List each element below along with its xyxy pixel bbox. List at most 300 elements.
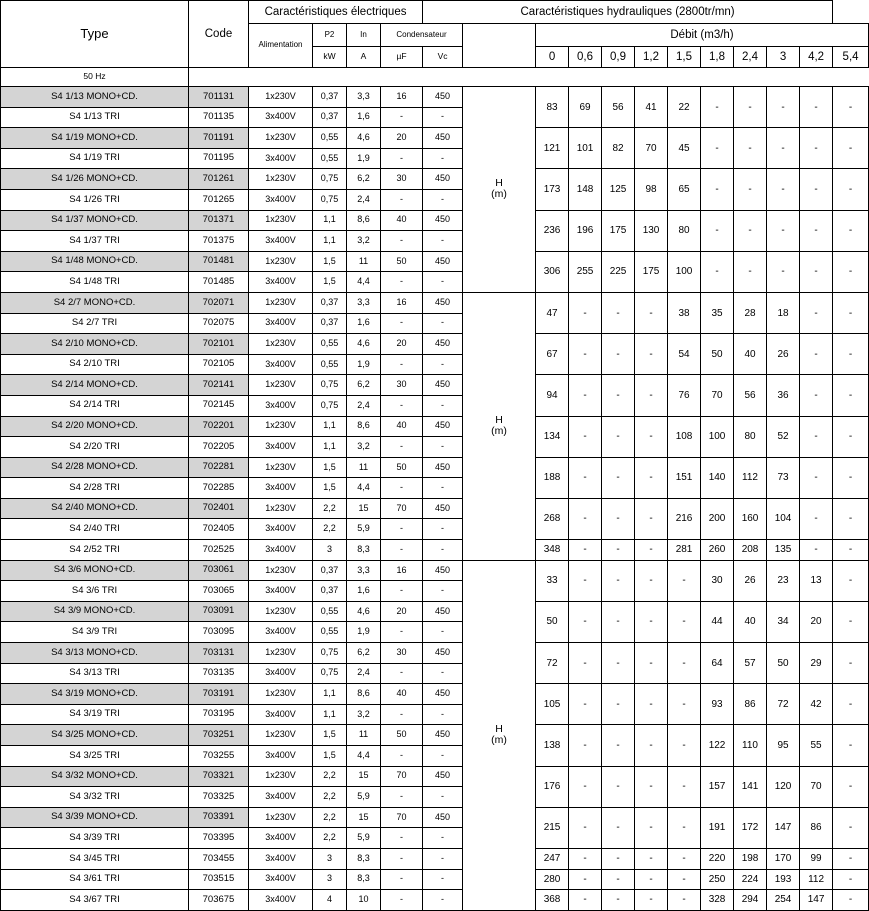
cell-p2: 0,75 — [313, 189, 347, 210]
cell-vc: - — [423, 437, 463, 458]
cell-uf: - — [381, 890, 423, 911]
cell-in: 15 — [347, 766, 381, 787]
cell-head-0: 215 — [536, 807, 569, 848]
cell-p2: 0,37 — [313, 107, 347, 128]
cell-in: 2,4 — [347, 189, 381, 210]
cell-type: S4 2/10 TRI — [1, 354, 189, 375]
cell-alimentation: 1x230V — [249, 87, 313, 108]
cell-code: 702401 — [189, 498, 249, 519]
cell-uf: - — [381, 540, 423, 561]
cell-head-4: - — [668, 848, 701, 869]
table-row — [1, 540, 869, 561]
cell-head-7: 73 — [767, 457, 800, 498]
cell-vc: - — [423, 746, 463, 767]
cell-in: 1,6 — [347, 107, 381, 128]
cell-head-8: 99 — [800, 848, 833, 869]
cell-code: 703325 — [189, 787, 249, 808]
cell-code: 702145 — [189, 395, 249, 416]
cell-alimentation: 3x400V — [249, 313, 313, 334]
cell-code: 703515 — [189, 869, 249, 890]
header-unit-kw: kW — [313, 47, 347, 68]
cell-code: 703395 — [189, 828, 249, 849]
cell-head-9: - — [833, 540, 869, 561]
cell-vc: - — [423, 519, 463, 540]
cell-head-4: 100 — [668, 251, 701, 292]
cell-vc: 450 — [423, 684, 463, 705]
cell-vc: - — [423, 313, 463, 334]
cell-head-3: - — [635, 869, 668, 890]
cell-p2: 1,1 — [313, 437, 347, 458]
cell-head-4: 108 — [668, 416, 701, 457]
cell-type: S4 3/6 TRI — [1, 581, 189, 602]
cell-head-3: - — [635, 684, 668, 725]
cell-type: S4 2/7 MONO+CD. — [1, 292, 189, 313]
cell-alimentation: 3x400V — [249, 437, 313, 458]
cell-head-1: - — [569, 869, 602, 890]
cell-alimentation: 3x400V — [249, 354, 313, 375]
cell-head-6: 28 — [734, 292, 767, 333]
table-row — [1, 766, 869, 787]
cell-head-1: 101 — [569, 128, 602, 169]
cell-p2: 3 — [313, 848, 347, 869]
cell-p2: 0,37 — [313, 560, 347, 581]
cell-in: 3,2 — [347, 437, 381, 458]
cell-head-6: - — [734, 128, 767, 169]
cell-p2: 0,55 — [313, 148, 347, 169]
cell-head-4: 38 — [668, 292, 701, 333]
cell-head-2: - — [602, 601, 635, 642]
cell-head-7: 50 — [767, 643, 800, 684]
cell-alimentation: 1x230V — [249, 334, 313, 355]
cell-uf: 50 — [381, 457, 423, 478]
cell-head-7: - — [767, 128, 800, 169]
cell-alimentation: 1x230V — [249, 292, 313, 313]
cell-head-8: 55 — [800, 725, 833, 766]
cell-head-0: 247 — [536, 848, 569, 869]
cell-vc: 450 — [423, 457, 463, 478]
cell-head-6: 224 — [734, 869, 767, 890]
table-row — [1, 416, 869, 437]
cell-p2: 0,37 — [313, 87, 347, 108]
cell-alimentation: 1x230V — [249, 169, 313, 190]
cell-alimentation: 1x230V — [249, 375, 313, 396]
cell-head-0: 67 — [536, 334, 569, 375]
cell-vc: 450 — [423, 498, 463, 519]
cell-type: S4 3/13 MONO+CD. — [1, 643, 189, 664]
cell-head-9: - — [833, 375, 869, 416]
cell-code: 703095 — [189, 622, 249, 643]
cell-vc: 450 — [423, 210, 463, 231]
cell-alimentation: 1x230V — [249, 251, 313, 272]
cell-type: S4 1/26 TRI — [1, 189, 189, 210]
cell-head-6: 172 — [734, 807, 767, 848]
cell-in: 15 — [347, 807, 381, 828]
cell-head-4: - — [668, 601, 701, 642]
cell-p2: 0,37 — [313, 292, 347, 313]
cell-head-3: - — [635, 560, 668, 601]
cell-head-8: - — [800, 540, 833, 561]
table-row — [1, 251, 869, 272]
cell-code: 702525 — [189, 540, 249, 561]
cell-code: 702285 — [189, 478, 249, 499]
cell-in: 2,4 — [347, 663, 381, 684]
cell-uf: 20 — [381, 128, 423, 149]
cell-alimentation: 3x400V — [249, 189, 313, 210]
cell-head-9: - — [833, 128, 869, 169]
cell-head-4: 281 — [668, 540, 701, 561]
cell-head-9: - — [833, 725, 869, 766]
cell-code: 701481 — [189, 251, 249, 272]
cell-head-8: 29 — [800, 643, 833, 684]
cell-in: 5,9 — [347, 519, 381, 540]
table-row — [1, 848, 869, 869]
cell-uf: - — [381, 519, 423, 540]
cell-head-7: 36 — [767, 375, 800, 416]
cell-uf: 16 — [381, 292, 423, 313]
cell-type: S4 3/39 MONO+CD. — [1, 807, 189, 828]
cell-head-9: - — [833, 766, 869, 807]
cell-head-7: 120 — [767, 766, 800, 807]
cell-p2: 0,55 — [313, 622, 347, 643]
cell-p2: 2,2 — [313, 766, 347, 787]
cell-in: 8,6 — [347, 210, 381, 231]
cell-head-8: - — [800, 292, 833, 333]
cell-code: 703191 — [189, 684, 249, 705]
cell-head-5: 100 — [701, 416, 734, 457]
cell-type: S4 2/28 MONO+CD. — [1, 457, 189, 478]
cell-in: 10 — [347, 890, 381, 911]
cell-code: 702141 — [189, 375, 249, 396]
cell-vc: - — [423, 107, 463, 128]
cell-head-4: 76 — [668, 375, 701, 416]
cell-uf: - — [381, 148, 423, 169]
cell-type: S4 1/19 MONO+CD. — [1, 128, 189, 149]
cell-head-4: 54 — [668, 334, 701, 375]
cell-head-5: - — [701, 128, 734, 169]
cell-head-5: 220 — [701, 848, 734, 869]
cell-head-1: - — [569, 766, 602, 807]
cell-in: 4,4 — [347, 272, 381, 293]
cell-p2: 1,5 — [313, 457, 347, 478]
cell-p2: 2,2 — [313, 807, 347, 828]
cell-p2: 1,1 — [313, 231, 347, 252]
cell-head-5: 50 — [701, 334, 734, 375]
cell-uf: - — [381, 869, 423, 890]
cell-uf: 30 — [381, 643, 423, 664]
cell-type: S4 2/14 MONO+CD. — [1, 375, 189, 396]
cell-head-9: - — [833, 601, 869, 642]
cell-head-5: 35 — [701, 292, 734, 333]
cell-head-6: 208 — [734, 540, 767, 561]
cell-uf: - — [381, 746, 423, 767]
cell-head-5: 122 — [701, 725, 734, 766]
header-condensateur: Condensateur — [381, 24, 463, 47]
cell-head-6: - — [734, 210, 767, 251]
cell-head-5: 260 — [701, 540, 734, 561]
cell-head-7: 23 — [767, 560, 800, 601]
cell-head-0: 105 — [536, 684, 569, 725]
cell-type: S4 1/37 TRI — [1, 231, 189, 252]
header-in: In — [347, 24, 381, 47]
cell-alimentation: 3x400V — [249, 890, 313, 911]
header-unit-vc: Vc — [423, 47, 463, 68]
cell-head-0: 348 — [536, 540, 569, 561]
header-flow-8: 4,2 — [800, 47, 833, 68]
cell-alimentation: 1x230V — [249, 560, 313, 581]
cell-type: S4 2/20 TRI — [1, 437, 189, 458]
cell-head-1: - — [569, 560, 602, 601]
cell-alimentation: 3x400V — [249, 581, 313, 602]
cell-uf: - — [381, 313, 423, 334]
cell-vc: - — [423, 704, 463, 725]
cell-head-8: 20 — [800, 601, 833, 642]
cell-head-5: 70 — [701, 375, 734, 416]
cell-head-9: - — [833, 169, 869, 210]
cell-code: 701485 — [189, 272, 249, 293]
cell-head-1: - — [569, 890, 602, 911]
cell-uf: 40 — [381, 684, 423, 705]
cell-type: S4 1/26 MONO+CD. — [1, 169, 189, 190]
cell-type: S4 2/28 TRI — [1, 478, 189, 499]
cell-type: S4 1/48 TRI — [1, 272, 189, 293]
cell-head-7: - — [767, 210, 800, 251]
cell-alimentation: 3x400V — [249, 869, 313, 890]
cell-code: 703061 — [189, 560, 249, 581]
cell-head-0: 280 — [536, 869, 569, 890]
cell-vc: 450 — [423, 725, 463, 746]
cell-in: 5,9 — [347, 828, 381, 849]
table-row — [1, 334, 869, 355]
cell-head-5: 191 — [701, 807, 734, 848]
cell-head-7: 34 — [767, 601, 800, 642]
cell-head-2: 82 — [602, 128, 635, 169]
cell-alimentation: 3x400V — [249, 704, 313, 725]
cell-vc: 450 — [423, 807, 463, 828]
cell-vc: 450 — [423, 643, 463, 664]
cell-head-0: 33 — [536, 560, 569, 601]
cell-type: S4 2/40 TRI — [1, 519, 189, 540]
cell-code: 702105 — [189, 354, 249, 375]
cell-vc: - — [423, 189, 463, 210]
cell-in: 3,2 — [347, 704, 381, 725]
cell-vc: 450 — [423, 292, 463, 313]
cell-head-0: 72 — [536, 643, 569, 684]
cell-head-0: 188 — [536, 457, 569, 498]
cell-head-7: 104 — [767, 498, 800, 539]
cell-p2: 3 — [313, 869, 347, 890]
cell-head-8: 112 — [800, 869, 833, 890]
cell-head-6: 26 — [734, 560, 767, 601]
cell-code: 703675 — [189, 890, 249, 911]
cell-head-1: 148 — [569, 169, 602, 210]
cell-in: 11 — [347, 457, 381, 478]
cell-code: 703321 — [189, 766, 249, 787]
cell-code: 701195 — [189, 148, 249, 169]
cell-vc: - — [423, 354, 463, 375]
header-flow-7: 3 — [767, 47, 800, 68]
cell-in: 4,6 — [347, 334, 381, 355]
table-row — [1, 169, 869, 190]
cell-head-6: - — [734, 87, 767, 128]
cell-alimentation: 3x400V — [249, 519, 313, 540]
cell-alimentation: 3x400V — [249, 622, 313, 643]
cell-uf: - — [381, 189, 423, 210]
cell-code: 701371 — [189, 210, 249, 231]
cell-head-8: - — [800, 251, 833, 292]
cell-head-9: - — [833, 869, 869, 890]
cell-p2: 1,5 — [313, 725, 347, 746]
cell-head-0: 173 — [536, 169, 569, 210]
cell-head-4: - — [668, 560, 701, 601]
cell-head-5: 328 — [701, 890, 734, 911]
cell-uf: - — [381, 437, 423, 458]
cell-head-8: - — [800, 416, 833, 457]
cell-p2: 0,75 — [313, 395, 347, 416]
cell-head-6: 40 — [734, 601, 767, 642]
cell-head-6: 56 — [734, 375, 767, 416]
cell-in: 3,3 — [347, 87, 381, 108]
cell-in: 8,3 — [347, 848, 381, 869]
cell-head-8: - — [800, 498, 833, 539]
cell-head-0: 138 — [536, 725, 569, 766]
header-type: Type — [1, 1, 189, 68]
cell-in: 6,2 — [347, 169, 381, 190]
cell-in: 1,9 — [347, 148, 381, 169]
cell-head-3: - — [635, 890, 668, 911]
cell-head-8: - — [800, 210, 833, 251]
cell-type: S4 3/9 MONO+CD. — [1, 601, 189, 622]
cell-head-4: - — [668, 725, 701, 766]
cell-head-5: 44 — [701, 601, 734, 642]
cell-head-7: 254 — [767, 890, 800, 911]
cell-head-0: 121 — [536, 128, 569, 169]
cell-type: S4 3/32 MONO+CD. — [1, 766, 189, 787]
cell-head-6: 80 — [734, 416, 767, 457]
cell-head-6: 160 — [734, 498, 767, 539]
cell-head-6: - — [734, 251, 767, 292]
cell-head-3: 70 — [635, 128, 668, 169]
cell-head-2: - — [602, 766, 635, 807]
cell-uf: - — [381, 828, 423, 849]
cell-head-9: - — [833, 251, 869, 292]
cell-head-1: - — [569, 725, 602, 766]
cell-vc: - — [423, 848, 463, 869]
h-unit-label: H (m) — [463, 292, 536, 560]
cell-head-6: 110 — [734, 725, 767, 766]
cell-head-4: 22 — [668, 87, 701, 128]
header-p2: P2 — [313, 24, 347, 47]
cell-head-0: 368 — [536, 890, 569, 911]
table-row — [1, 498, 869, 519]
cell-alimentation: 3x400V — [249, 107, 313, 128]
cell-head-2: - — [602, 375, 635, 416]
cell-p2: 2,2 — [313, 519, 347, 540]
cell-vc: - — [423, 622, 463, 643]
cell-head-0: 94 — [536, 375, 569, 416]
cell-head-2: - — [602, 643, 635, 684]
header-h-spacer — [463, 24, 536, 68]
cell-head-3: 98 — [635, 169, 668, 210]
cell-head-8: - — [800, 87, 833, 128]
table-row — [1, 210, 869, 231]
cell-p2: 2,2 — [313, 828, 347, 849]
cell-vc: 450 — [423, 169, 463, 190]
cell-vc: - — [423, 787, 463, 808]
cell-p2: 1,5 — [313, 746, 347, 767]
header-flow-3: 1,2 — [635, 47, 668, 68]
cell-head-9: - — [833, 643, 869, 684]
cell-head-9: - — [833, 334, 869, 375]
cell-vc: 450 — [423, 251, 463, 272]
cell-head-7: 135 — [767, 540, 800, 561]
cell-type: S4 3/13 TRI — [1, 663, 189, 684]
cell-alimentation: 1x230V — [249, 457, 313, 478]
cell-head-1: - — [569, 375, 602, 416]
cell-head-2: - — [602, 498, 635, 539]
cell-uf: 20 — [381, 601, 423, 622]
cell-vc: - — [423, 828, 463, 849]
cell-alimentation: 1x230V — [249, 601, 313, 622]
cell-uf: 16 — [381, 87, 423, 108]
cell-in: 11 — [347, 251, 381, 272]
cell-head-1: - — [569, 334, 602, 375]
cell-head-3: 175 — [635, 251, 668, 292]
cell-code: 701131 — [189, 87, 249, 108]
header-hydraulic-title: Caractéristiques hydrauliques (2800tr/mn) — [423, 1, 833, 24]
cell-type: S4 2/52 TRI — [1, 540, 189, 561]
cell-type: S4 3/9 TRI — [1, 622, 189, 643]
cell-head-3: - — [635, 457, 668, 498]
cell-head-1: - — [569, 643, 602, 684]
cell-in: 5,9 — [347, 787, 381, 808]
cell-alimentation: 1x230V — [249, 416, 313, 437]
header-electrical-title: Caractéristiques électriques — [249, 1, 423, 24]
table-row — [1, 807, 869, 828]
cell-head-0: 236 — [536, 210, 569, 251]
cell-head-1: 255 — [569, 251, 602, 292]
table-row — [1, 601, 869, 622]
cell-in: 8,3 — [347, 540, 381, 561]
cell-alimentation: 1x230V — [249, 725, 313, 746]
cell-uf: - — [381, 272, 423, 293]
cell-type: S4 2/10 MONO+CD. — [1, 334, 189, 355]
cell-p2: 1,1 — [313, 704, 347, 725]
cell-head-4: 65 — [668, 169, 701, 210]
cell-head-5: 157 — [701, 766, 734, 807]
cell-head-5: - — [701, 210, 734, 251]
table-row — [1, 560, 869, 581]
cell-head-7: 52 — [767, 416, 800, 457]
cell-head-9: - — [833, 210, 869, 251]
cell-head-8: - — [800, 169, 833, 210]
cell-p2: 0,75 — [313, 169, 347, 190]
cell-in: 1,6 — [347, 581, 381, 602]
cell-head-2: - — [602, 684, 635, 725]
cell-head-9: - — [833, 457, 869, 498]
cell-head-7: 193 — [767, 869, 800, 890]
cell-uf: 70 — [381, 766, 423, 787]
header-flow-9: 5,4 — [833, 47, 869, 68]
cell-type: S4 3/39 TRI — [1, 828, 189, 849]
cell-type: S4 3/67 TRI — [1, 890, 189, 911]
cell-head-3: - — [635, 540, 668, 561]
cell-head-2: - — [602, 292, 635, 333]
cell-uf: 40 — [381, 416, 423, 437]
cell-head-2: - — [602, 416, 635, 457]
cell-head-3: - — [635, 292, 668, 333]
cell-code: 703455 — [189, 848, 249, 869]
cell-in: 6,2 — [347, 375, 381, 396]
